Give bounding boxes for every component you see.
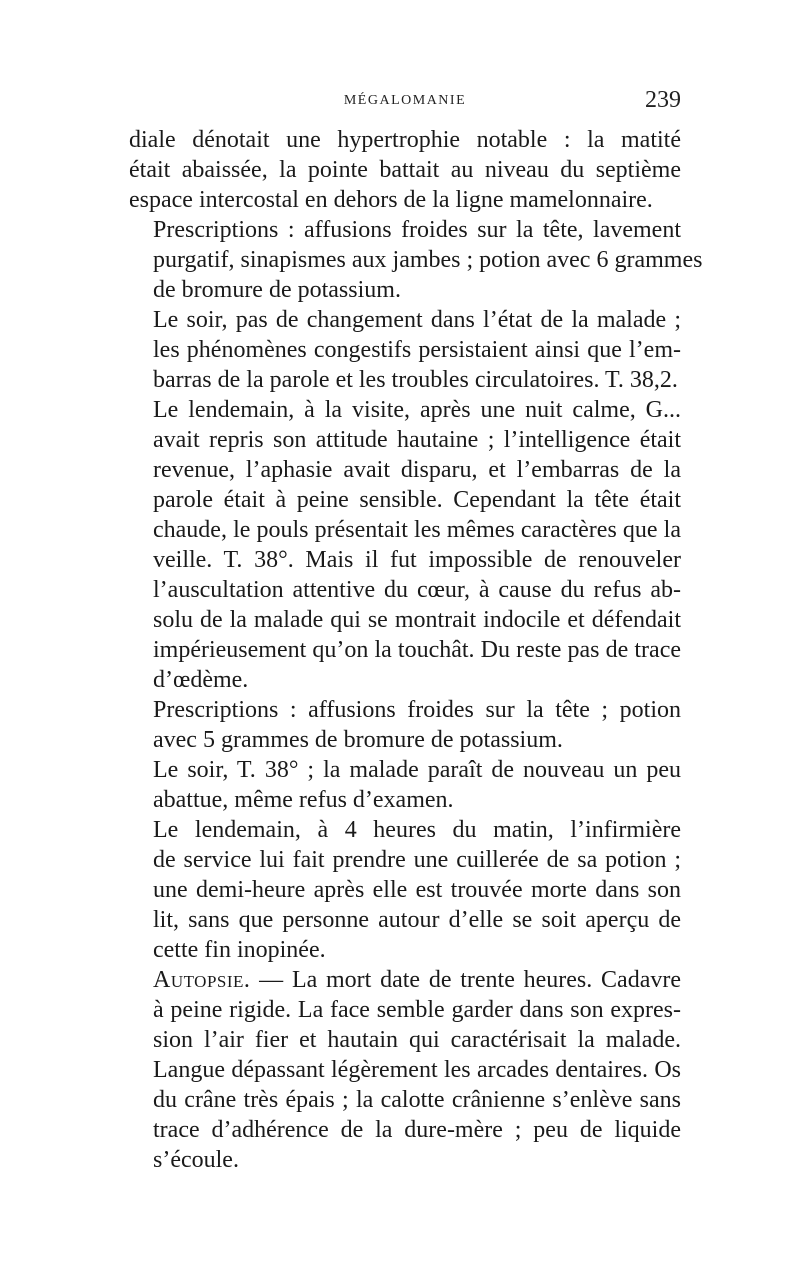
text-line: les phénomènes congestifs persistaient ainsi que l’em- [153,337,681,363]
text-line: Le soir, T. 38° ; la malade paraît de nouveau un peu [153,757,681,783]
text-line: de service lui fait prendre une cuillerée de sa potion ; [153,847,681,873]
text-line: s’écoule. [153,1147,239,1173]
text-line: à peine rigide. La face semble garder dans son expres- [153,997,681,1023]
text-line: veille. T. 38°. Mais il fut impossible de renouveler [153,547,681,573]
paragraph [129,125,681,215]
body-text [129,125,703,1175]
text-line: Prescriptions : affusions froides sur la tête, lavement [153,217,681,243]
text-line: cette fin inopinée. [153,937,326,963]
paragraph [129,395,681,695]
paragraph [129,215,703,305]
text-line: l’auscultation attentive du cœur, à cause du refus ab- [153,577,681,603]
text-line: trace d’adhérence de la dure-mère ; peu de liquide [153,1117,681,1143]
text-line: abattue, même refus d’examen. [153,787,454,813]
text-line: Le soir, pas de changement dans l’état de la malade ; [153,307,681,333]
text-line: d’œdème. [153,667,249,693]
text-line: sion l’air fier et hautain qui caractérisait la malade. [153,1027,681,1053]
text-line: espace intercostal en dehors de la ligne mamelonnaire. [129,187,653,213]
text-line: avec 5 grammes de bromure de potassium. [153,727,563,753]
text-line: Le lendemain, à 4 heures du matin, l’infirmière [153,817,681,843]
running-head [129,87,681,117]
text-line: Prescriptions : affusions froides sur la tête ; potion [153,697,681,723]
text-line: solu de la malade qui se montrait indocile et défendait [153,607,681,633]
text-line: lit, sans que personne autour d’elle se soit aperçu de [153,907,681,933]
text-line: chaude, le pouls présentait les mêmes caractères que la [153,517,681,543]
text-line: avait repris son attitude hautaine ; l’intelligence était [153,427,681,453]
paragraph [129,695,681,755]
running-title: MÉGALOMANIE [343,93,467,108]
text-line: était abaissée, la pointe battait au niveau du septième [129,157,681,183]
autopsy-paragraph [129,965,681,1175]
paragraph [129,815,681,965]
text-line: Langue dépassant légèrement les arcades dentaires. Os [153,1057,681,1083]
page-number: 239 [645,87,681,113]
paragraph [129,755,681,815]
text-line: purgatif, sinapismes aux jambes ; potion avec 6 grammes [153,247,703,273]
text-line: impérieusement qu’on la touchât. Du reste pas de trace [153,637,681,663]
autopsy-first-line-text: — La mort date de trente heures. Cadavre [250,967,681,993]
text-line: du crâne très épais ; la calotte crânienne s’enlève sans [153,1087,681,1113]
text-line [129,965,681,995]
text-line: diale dénotait une hypertrophie notable : la matité [129,127,681,153]
paragraph [129,305,681,395]
text-line: de bromure de potassium. [153,277,401,303]
text-line: Le lendemain, à la visite, après une nuit calme, G... [153,397,681,423]
text-line: une demi-heure après elle est trouvée morte dans son [153,877,681,903]
text-line: revenue, l’aphasie avait disparu, et l’embarras de la [153,457,681,483]
text-line: parole était à peine sensible. Cependant la tête était [153,487,681,513]
autopsy-label: Autopsie. [153,967,251,993]
text-line: barras de la parole et les troubles circulatoires. T. 38,2. [153,367,678,393]
